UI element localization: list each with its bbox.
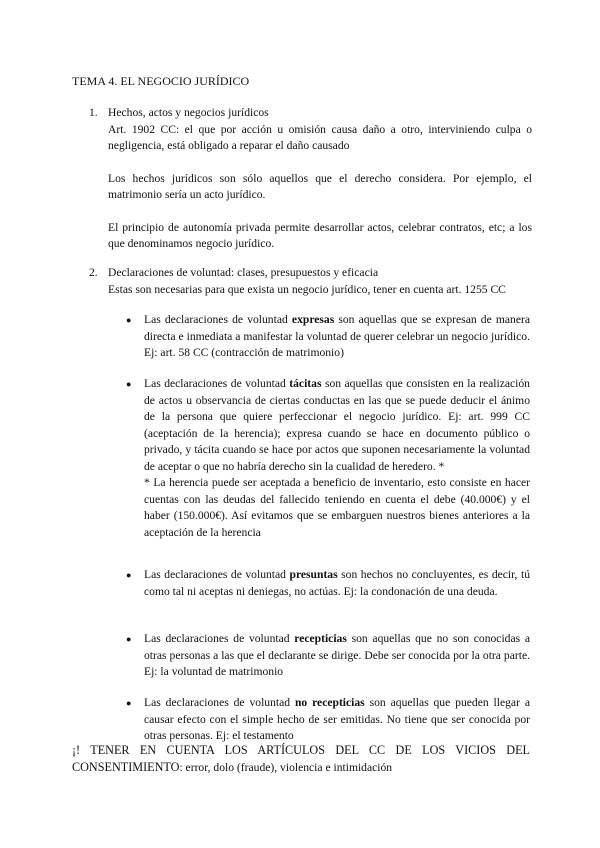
bullet-text: son aquellas que se expresan de manera directa e inmediata a manifestar la voluntad de querer celebrar un negocio jurídico. Ej: art. 58 CC (contracción de matrimonio): [144, 313, 530, 359]
bullet-icon: ●: [126, 634, 132, 644]
bullet-icon: ●: [126, 698, 132, 708]
bullet-text: Las declaraciones de voluntad: [144, 696, 295, 709]
bullet-term: presuntas: [289, 568, 338, 581]
bullet-term: no recepticias: [294, 696, 365, 709]
list-item: [72, 312, 530, 362]
bullet-term: tácitas: [289, 377, 322, 390]
bullet-text: son aquellas que consisten en la realización de actos u observancia de ciertas conductas en las que se puede deducir el ánimo de la persona que quiere perfeccionar el negocio jurídico. Ej: art. 999 CC (aceptación de la herencia); expresa cuando se hace en documento público o privado, y tácita cuando se hace por actos que suponen necesariamente la voluntad de aceptar o que no habría derecho sin la cualidad de heredero. *: [144, 377, 530, 473]
section-intro: Estas son necesarias para que exista un negocio jurídico, tener en cuenta art. 1255 CC: [108, 282, 506, 296]
list-item: [72, 631, 530, 681]
bullet-text: son aquellas que pueden llegar a causar efecto con el simple hecho de ser emitidas. No tiene que ser conocida por otras personas. Ej: el testamento: [144, 696, 530, 742]
paragraph: Los hechos jurídicos son sólo aquellos que el derecho considera. Por ejemplo, el matrimonio sería un acto jurídico.: [108, 171, 532, 201]
bullet-text: son hechos no concluyentes, es decir, tú como tal ni aceptas ni deniegas, no actúas. Ej: la condonación de una deuda.: [144, 568, 530, 598]
footer-caps: ¡! TENER EN CUENTA LOS ARTÍCULOS DEL CC DE LOS VICIOS DEL CONSENTIMIENTO: [72, 743, 530, 774]
section-heading: Hechos, actos y negocios jurídicos: [108, 106, 269, 119]
bullet-text: son aquellas que no son conocidas a otras personas a las que el declarante se dirige. Debe ser conocida por la otra parte. Ej: la voluntad de matrimonio: [144, 632, 530, 678]
bullet-term: expresas: [291, 313, 335, 326]
bullet-icon: ●: [126, 379, 132, 389]
paragraph: Art. 1902 CC: el que por acción u omisión causa daño a otro, interviniendo culpa o negligencia, está obligado a reparar el daño causado: [108, 122, 532, 152]
bullet-icon: ●: [126, 570, 132, 580]
footer-rest: : error, dolo (fraude), violencia e intimidación: [179, 761, 393, 774]
bullet-list: [72, 631, 530, 681]
bullet-term: recepticias: [294, 632, 347, 645]
footer-note: [72, 742, 530, 776]
bullet-text: Las declaraciones de voluntad: [144, 632, 295, 645]
page-title: TEMA 4. EL NEGOCIO JURÍDICO: [72, 74, 250, 88]
section-number: 2.: [89, 266, 98, 279]
list-item: [72, 376, 530, 541]
bullet-text: Las declaraciones de voluntad: [144, 568, 290, 581]
section-heading: Declaraciones de voluntad: clases, presupuestos y eficacia: [108, 266, 379, 279]
list-item: [72, 567, 530, 600]
bullet-list: [72, 695, 530, 745]
section-1: [72, 105, 532, 253]
list-item: [72, 695, 530, 745]
section-2: [72, 265, 532, 298]
section-number: 1.: [89, 106, 98, 119]
footnote: * La herencia puede ser aceptada a beneficio de inventario, esto consiste en hacer cuentas con las deudas del fallecido teniendo en cuenta el debe (40.000€) y el haber (150.000€). Así evitamos que se embarguen nuestros bienes anteriores a la aceptación de la herencia: [144, 476, 530, 539]
bullet-list: [72, 567, 530, 600]
bullet-icon: ●: [126, 315, 132, 325]
bullet-list: [72, 312, 530, 362]
bullet-text: Las declaraciones de voluntad: [144, 377, 290, 390]
bullet-text: Las declaraciones de voluntad: [144, 313, 292, 326]
paragraph: El principio de autonomía privada permite desarrollar actos, celebrar contratos, etc; a los que denominamos negocio jurídico.: [108, 220, 532, 250]
bullet-list: [72, 376, 530, 541]
